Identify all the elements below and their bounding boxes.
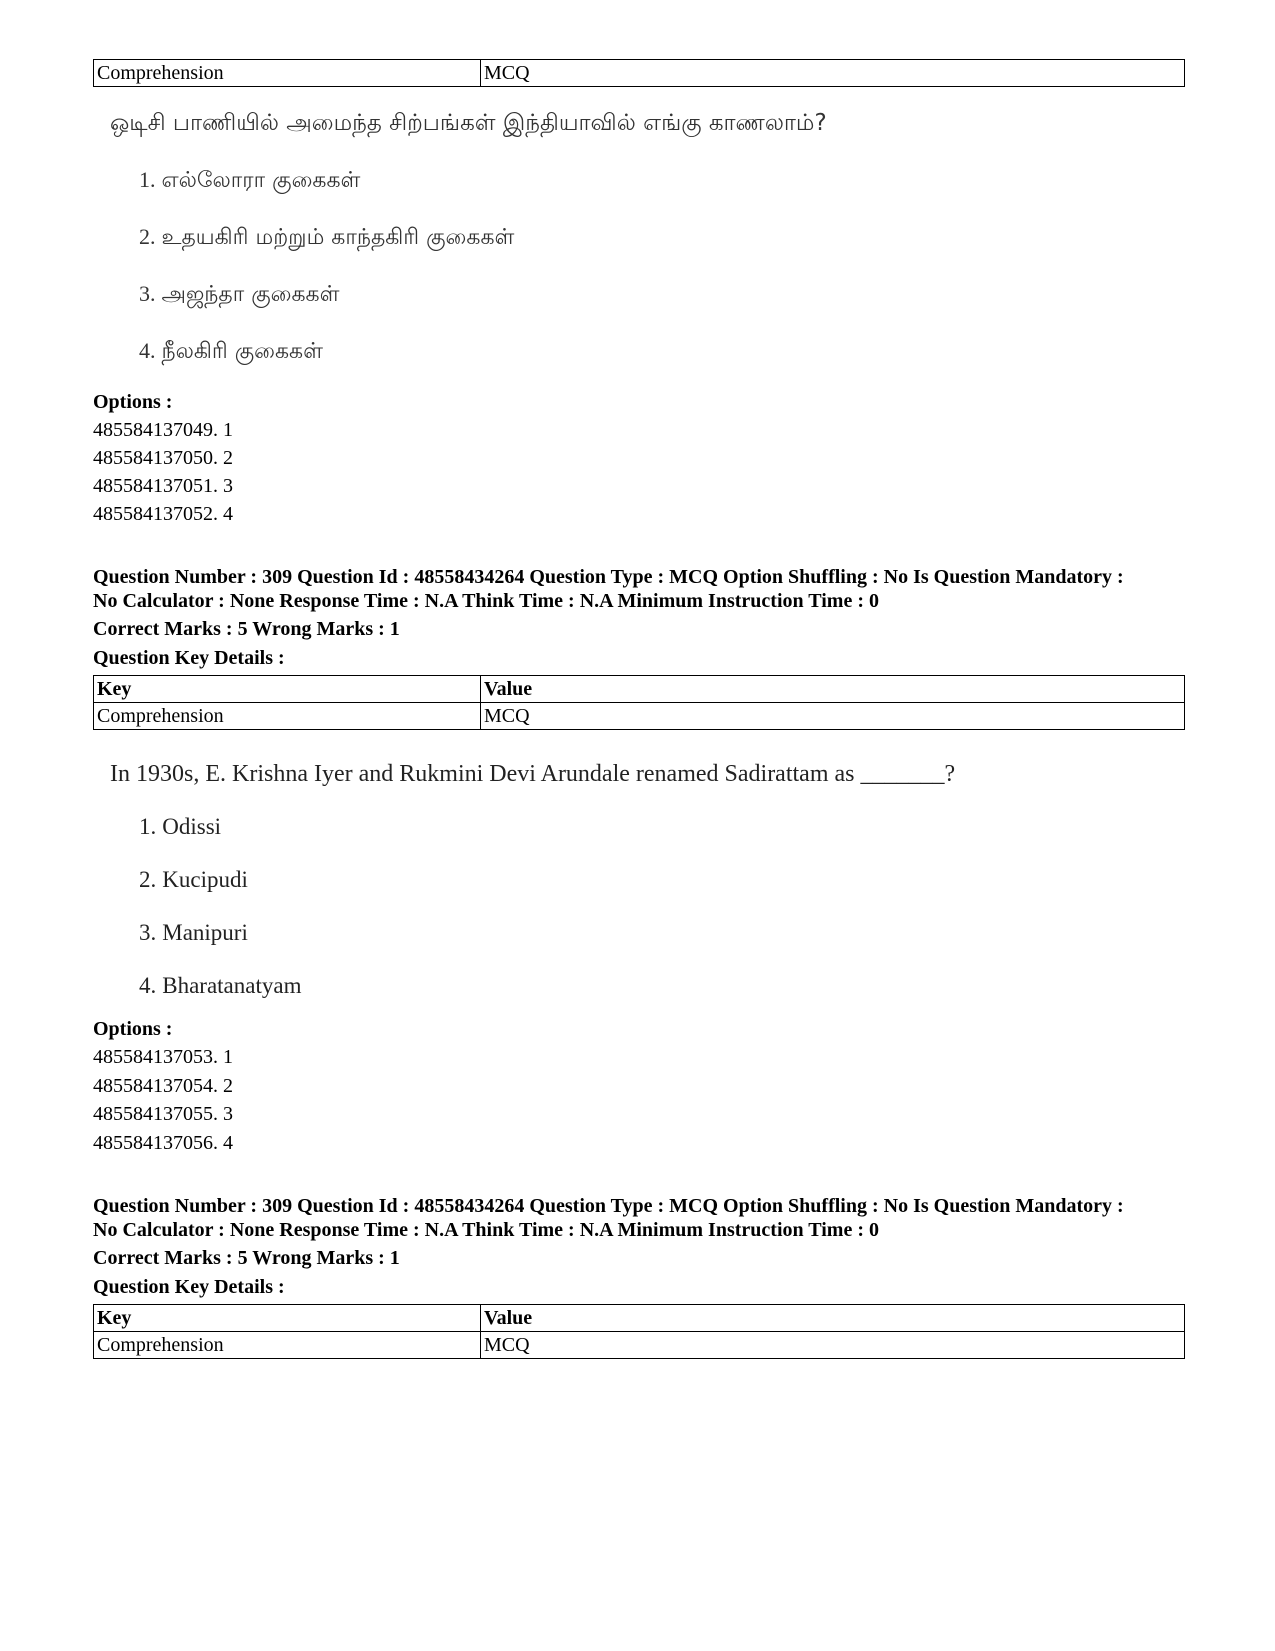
- choice-number: 4.: [139, 338, 156, 363]
- choice-text: அஜந்தா குகைகள்: [161, 282, 340, 307]
- key-value-table: [93, 675, 1185, 730]
- table-cell-value: MCQ: [481, 60, 1185, 87]
- table-header-row: [94, 1305, 1185, 1332]
- answer-choice: [139, 224, 514, 253]
- marks-line: Correct Marks : 5 Wrong Marks : 1: [93, 1247, 400, 1269]
- key-table: [93, 675, 1185, 730]
- key-value-table: [93, 59, 1185, 87]
- top-key-table: [93, 59, 1185, 87]
- choice-text: Kucipudi: [162, 867, 248, 892]
- table-header-value: Value: [481, 676, 1185, 703]
- question-meta-line-1: Question Number : 309 Question Id : 48558434264 Question Type : MCQ Option Shuffling : No Is Question Mandatory :: [93, 1195, 1124, 1217]
- option-id: 485584137051. 3: [93, 475, 233, 497]
- question-meta-line-1: Question Number : 309 Question Id : 48558434264 Question Type : MCQ Option Shuffling : No Is Question Mandatory :: [93, 566, 1124, 588]
- table-row: [94, 60, 1185, 87]
- table-header-row: [94, 676, 1185, 703]
- table-row: [94, 1332, 1185, 1359]
- question-text: In 1930s, E. Krishna Iyer and Rukmini Devi Arundale renamed Sadirattam as _______?: [110, 761, 956, 787]
- choice-number: 3.: [139, 920, 157, 945]
- choice-text: Manipuri: [162, 920, 248, 945]
- choice-text: Odissi: [162, 814, 222, 839]
- choice-text: நீலகிரி குகைகள்: [161, 339, 323, 364]
- choice-text: உதயகிரி மற்றும் காந்தகிரி குகைகள்: [161, 225, 515, 250]
- table-header-key: Key: [94, 676, 481, 703]
- options-label: Options :: [93, 1018, 173, 1040]
- choice-number: 2.: [139, 867, 157, 892]
- table-cell-value: MCQ: [481, 703, 1185, 730]
- answer-choice: [139, 338, 323, 367]
- table-header-value: Value: [481, 1305, 1185, 1332]
- table-cell-key: Comprehension: [94, 703, 481, 730]
- key-value-table: [93, 1304, 1185, 1359]
- option-id: 485584137049. 1: [93, 419, 233, 441]
- question-meta-line-2: No Calculator : None Response Time : N.A Think Time : N.A Minimum Instruction Time : 0: [93, 590, 879, 612]
- answer-choice: [139, 867, 248, 893]
- option-id: 485584137050. 2: [93, 447, 233, 469]
- table-row: [94, 703, 1185, 730]
- marks-line: Correct Marks : 5 Wrong Marks : 1: [93, 618, 400, 640]
- question-meta-line-2: No Calculator : None Response Time : N.A Think Time : N.A Minimum Instruction Time : 0: [93, 1219, 879, 1241]
- table-cell-key: Comprehension: [94, 1332, 481, 1359]
- option-id: 485584137054. 2: [93, 1075, 233, 1097]
- answer-choice: [139, 814, 221, 840]
- choice-number: 1.: [139, 814, 157, 839]
- choice-text: Bharatanatyam: [162, 973, 302, 998]
- key-details-label: Question Key Details :: [93, 1276, 285, 1298]
- key-details-label: Question Key Details :: [93, 647, 285, 669]
- option-id: 485584137052. 4: [93, 503, 233, 525]
- table-header-key: Key: [94, 1305, 481, 1332]
- choice-number: 1.: [139, 167, 156, 192]
- options-label: Options :: [93, 391, 173, 413]
- key-table: [93, 1304, 1185, 1359]
- choice-number: 2.: [139, 224, 156, 249]
- answer-choice: [139, 167, 360, 196]
- choice-number: 3.: [139, 281, 156, 306]
- answer-choice: [139, 973, 301, 999]
- table-cell-value: MCQ: [481, 1332, 1185, 1359]
- choice-text: எல்லோரா குகைகள்: [161, 168, 361, 193]
- answer-choice: [139, 281, 339, 310]
- option-id: 485584137053. 1: [93, 1046, 233, 1068]
- answer-choice: [139, 920, 248, 946]
- question-text: ஒடிசி பாணியில் அமைந்த சிற்பங்கள் இந்தியாவில் எங்கு காணலாம்?: [110, 110, 827, 136]
- choice-number: 4.: [139, 973, 157, 998]
- option-id: 485584137056. 4: [93, 1132, 233, 1154]
- table-cell-key: Comprehension: [94, 60, 481, 87]
- option-id: 485584137055. 3: [93, 1103, 233, 1125]
